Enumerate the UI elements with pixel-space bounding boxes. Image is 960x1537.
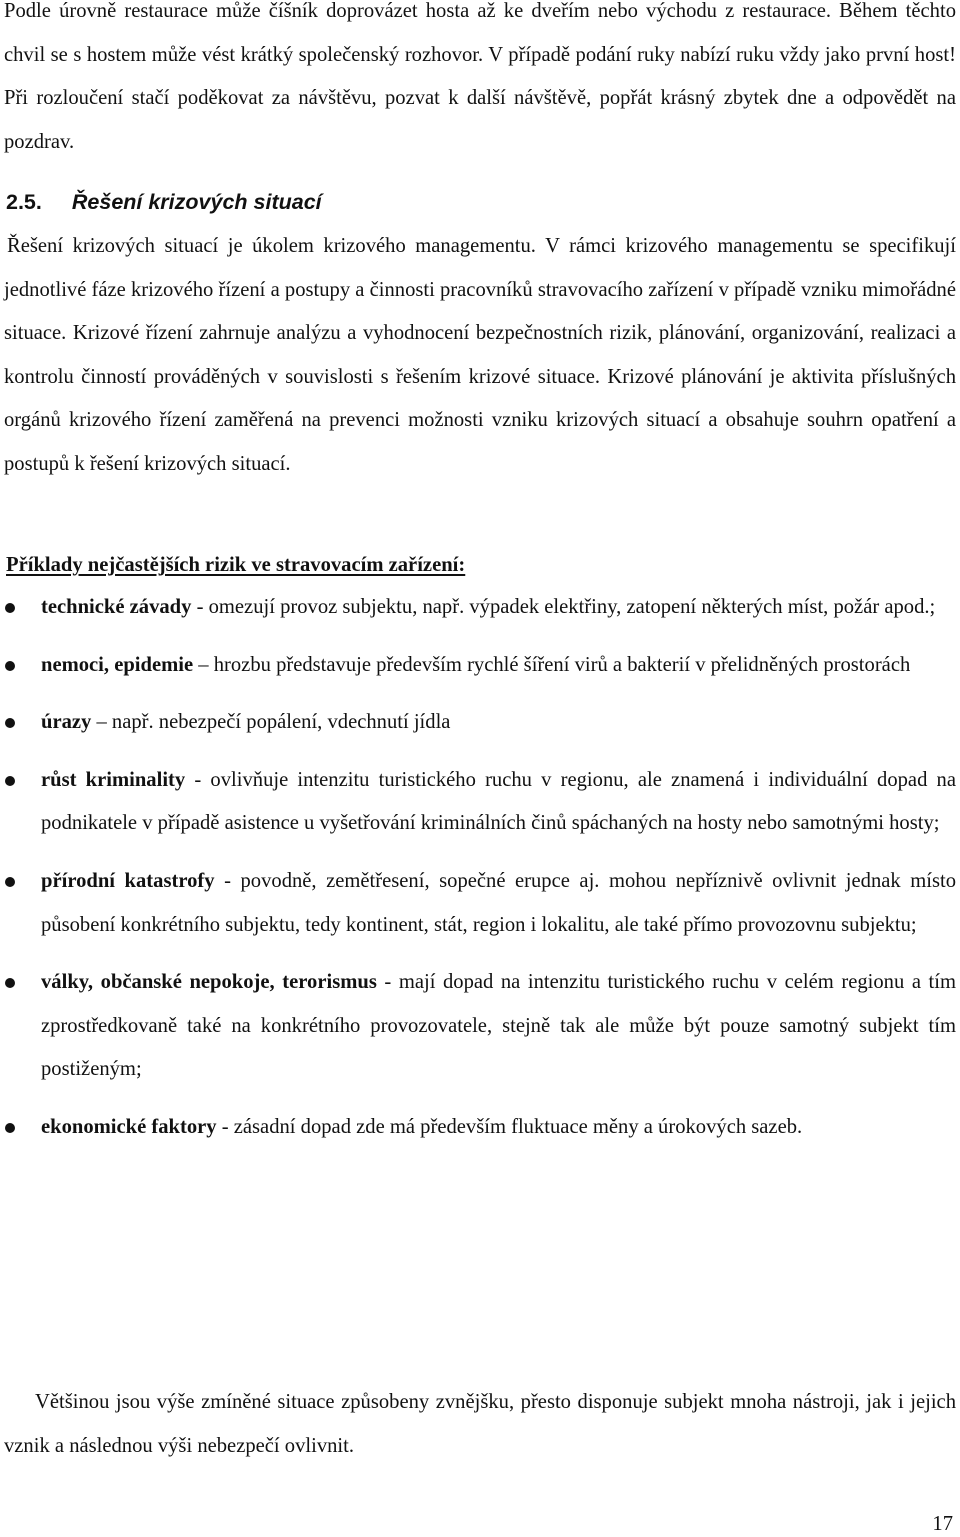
section-title: Řešení krizových situací (71, 190, 322, 214)
list-item (0, 644, 960, 688)
risk-text: - povodně, zemětřesení, sopečné erupce aj. mohou nepříznivě ovlivnit jednak místo působení konkrétního subjektu, tedy kontinent, stát, region i lokalitu, ale také přímo provozovnu subjektu; (41, 869, 957, 936)
bullet-icon (5, 603, 15, 613)
list-item (0, 961, 960, 1092)
section-paragraph: Řešení krizových situací je úkolem krizového managementu. V rámci krizového managementu se specifikují jednotlivé fáze krizového řízení a postupy a činnosti pracovníků stravovacího zařízení v případě vzniku mimořádné situace. Krizové řízení zahrnuje analýzu a vyhodnocení bezpečnostních rizik, plánování, organizování, realizaci a kontrolu činností prováděných v souvislosti s řešením krizové situace. Krizové plánování je aktivita příslušných orgánů krizového řízení zaměřená na prevenci možnosti vzniku krizových situací a obsahuje souhrn opatření a postupů k řešení krizových situací. (4, 235, 956, 475)
bullet-icon (5, 661, 15, 671)
risk-term: úrazy (41, 711, 92, 734)
bullet-icon (5, 877, 15, 887)
page-number: 17 (932, 1513, 953, 1535)
risk-text: - omezují provoz subjektu, např. výpadek elektřiny, zatopení některých míst, požár apod.; (191, 596, 936, 618)
list-item (0, 759, 960, 846)
closing-paragraph: Většinou jsou výše zmíněné situace způsobeny zvnějšku, přesto disponuje subjekt mnoha nástroji, jak i jejich vznik a následnou výši nebezpečí ovlivnit. (4, 1391, 956, 1457)
section-number: 2.5. (6, 190, 42, 214)
risk-text: – např. nebezpečí popálení, vdechnutí jídla (91, 711, 451, 734)
risk-term: války, občanské nepokoje, terorismus (41, 971, 377, 994)
risk-term: ekonomické faktory (41, 1115, 217, 1138)
risk-term: technické závady (41, 596, 192, 618)
risk-text: - zásadní dopad zde má především fluktuace měny a úrokových sazeb. (216, 1115, 803, 1138)
bullet-icon (5, 776, 15, 786)
bullet-icon (5, 718, 15, 728)
list-item (0, 1106, 960, 1150)
list-item (0, 701, 960, 745)
bullet-icon (5, 978, 15, 988)
risk-text: – hrozbu představuje především rychlé šíření virů a bakterií v přelidněných prostorách (193, 653, 911, 676)
bullet-icon (5, 1123, 15, 1133)
risk-text: - mají dopad na intenzitu turistického ruchu v celém regionu a tím zprostředkovaně také na konkrétního provozovatele, stejně tak ale může být pouze samotný subjekt tím postiženým; (41, 971, 956, 1081)
intro-paragraph: Podle úrovně restaurace může číšník doprovázet hosta až ke dveřím nebo východu z restaurace. Během těchto chvil se s hostem může vést krátký společenský rozhovor. V případě podání ruky nabízí ruku vždy jako první host! Při rozloučení stačí poděkovat za návštěvu, pozvat k další návštěvě, popřát krásný zbytek dne a odpovědět na pozdrav. (4, 0, 956, 153)
risk-term: přírodní katastrofy (41, 869, 215, 892)
risk-list (0, 586, 960, 1150)
risks-heading: Příklady nejčastějších rizik ve stravovacím zařízení: (6, 554, 466, 576)
list-item (0, 586, 960, 630)
risk-term: nemoci, epidemie (41, 653, 194, 676)
risk-text: - ovlivňuje intenzitu turistického ruchu v regionu, ale znamená i individuální dopad na podnikatele v případě asistence u vyšetřování kriminálních činů spáchaných na hosty nebo samotnými hosty; (41, 768, 956, 835)
risk-term: růst kriminality (41, 768, 186, 791)
section-heading (6, 180, 322, 224)
list-item (0, 860, 960, 947)
